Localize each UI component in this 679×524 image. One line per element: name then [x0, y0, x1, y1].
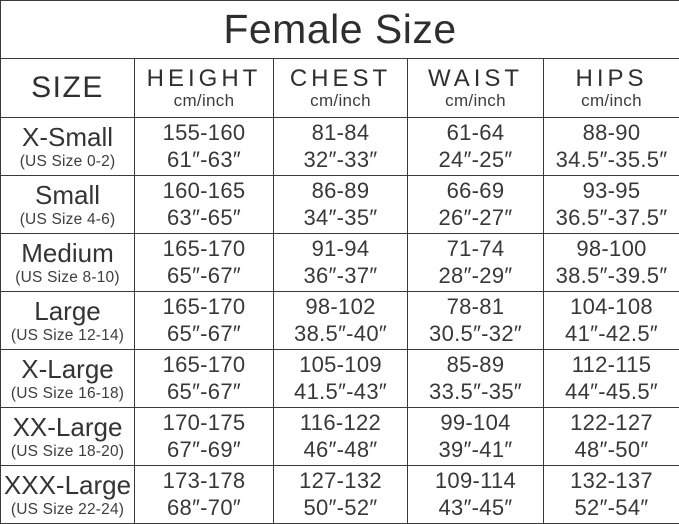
waist-cell [408, 408, 544, 466]
size-name: X-Small [1, 123, 134, 153]
hips-cell [544, 234, 679, 292]
cm-range: 127-132 [274, 468, 407, 495]
inch-range: 34.5″-35.5″ [544, 147, 679, 174]
cm-range: 86-89 [274, 178, 407, 205]
size-name: Small [1, 181, 134, 211]
table-row [1, 292, 679, 350]
us-size-label: (US Size 8-10) [1, 269, 134, 286]
chest-cell [274, 234, 408, 292]
waist-cell [408, 466, 544, 524]
size-name: Large [1, 297, 134, 327]
cm-range: 160-165 [135, 178, 273, 205]
inch-range: 52″-54″ [544, 495, 679, 522]
cm-range: 85-89 [408, 352, 543, 379]
waist-cell [408, 292, 544, 350]
inch-range: 26″-27″ [408, 205, 543, 232]
inch-range: 39″-41″ [408, 437, 543, 464]
height-cell [135, 176, 274, 234]
chest-cell [274, 408, 408, 466]
cm-range: 88-90 [544, 120, 679, 147]
inch-range: 65″-67″ [135, 263, 273, 290]
height-cell [135, 466, 274, 524]
cm-range: 61-64 [408, 120, 543, 147]
cm-range: 105-109 [274, 352, 407, 379]
size-cell [1, 466, 135, 524]
chest-cell [274, 118, 408, 176]
inch-range: 50″-52″ [274, 495, 407, 522]
us-size-label: (US Size 18-20) [1, 443, 134, 460]
inch-range: 33.5″-35″ [408, 379, 543, 406]
waist-cell [408, 234, 544, 292]
cm-range: 109-114 [408, 468, 543, 495]
cm-range: 98-102 [274, 294, 407, 321]
hips-header-unit: cm/inch [544, 92, 679, 111]
cm-range: 165-170 [135, 294, 273, 321]
inch-range: 65″-67″ [135, 321, 273, 348]
cm-range: 99-104 [408, 410, 543, 437]
cm-range: 78-81 [408, 294, 543, 321]
height-cell [135, 350, 274, 408]
us-size-label: (US Size 22-24) [1, 501, 134, 518]
size-cell [1, 118, 135, 176]
chest-cell [274, 292, 408, 350]
cm-range: 81-84 [274, 120, 407, 147]
cm-range: 104-108 [544, 294, 679, 321]
size-header-label: SIZE [1, 71, 134, 105]
inch-range: 38.5″-40″ [274, 321, 407, 348]
us-size-label: (US Size 12-14) [1, 327, 134, 344]
waist-cell [408, 350, 544, 408]
size-name: XX-Large [1, 413, 134, 443]
table-row [1, 408, 679, 466]
inch-range: 68″-70″ [135, 495, 273, 522]
cm-range: 170-175 [135, 410, 273, 437]
inch-range: 48″-50″ [544, 437, 679, 464]
cm-range: 98-100 [544, 236, 679, 263]
inch-range: 30.5″-32″ [408, 321, 543, 348]
chest-header-unit: cm/inch [274, 92, 407, 111]
cm-range: 165-170 [135, 352, 273, 379]
waist-cell [408, 118, 544, 176]
cm-range: 112-115 [544, 352, 679, 379]
column-header-height [135, 59, 274, 118]
height-cell [135, 408, 274, 466]
size-name: XXX-Large [1, 471, 134, 501]
cm-range: 116-122 [274, 410, 407, 437]
cm-range: 66-69 [408, 178, 543, 205]
cm-range: 132-137 [544, 468, 679, 495]
inch-range: 41″-42.5″ [544, 321, 679, 348]
inch-range: 36″-37″ [274, 263, 407, 290]
us-size-label: (US Size 16-18) [1, 385, 134, 402]
column-header-hips [544, 59, 679, 118]
inch-range: 24″-25″ [408, 147, 543, 174]
table-row [1, 234, 679, 292]
waist-header-label: WAIST [408, 65, 543, 93]
title-row [1, 1, 679, 59]
column-header-chest [274, 59, 408, 118]
hips-cell [544, 292, 679, 350]
column-header-size [1, 59, 135, 118]
inch-range: 67″-69″ [135, 437, 273, 464]
chest-header-label: CHEST [274, 65, 407, 93]
size-cell [1, 350, 135, 408]
us-size-label: (US Size 4-6) [1, 211, 134, 228]
column-header-waist [408, 59, 544, 118]
size-name: Medium [1, 239, 134, 269]
inch-range: 38.5″-39.5″ [544, 263, 679, 290]
height-cell [135, 234, 274, 292]
hips-cell [544, 408, 679, 466]
inch-range: 28″-29″ [408, 263, 543, 290]
cm-range: 71-74 [408, 236, 543, 263]
inch-range: 46″-48″ [274, 437, 407, 464]
chest-cell [274, 466, 408, 524]
hips-cell [544, 350, 679, 408]
chart-title-cell [1, 1, 679, 59]
waist-header-unit: cm/inch [408, 92, 543, 111]
cm-range: 91-94 [274, 236, 407, 263]
inch-range: 63″-65″ [135, 205, 273, 232]
size-cell [1, 234, 135, 292]
inch-range: 36.5″-37.5″ [544, 205, 679, 232]
inch-range: 44″-45.5″ [544, 379, 679, 406]
inch-range: 61″-63″ [135, 147, 273, 174]
cm-range: 165-170 [135, 236, 273, 263]
cm-range: 122-127 [544, 410, 679, 437]
table-row [1, 466, 679, 524]
size-cell [1, 292, 135, 350]
hips-cell [544, 118, 679, 176]
hips-cell [544, 176, 679, 234]
cm-range: 93-95 [544, 178, 679, 205]
size-name: X-Large [1, 355, 134, 385]
us-size-label: (US Size 0-2) [1, 153, 134, 170]
cm-range: 155-160 [135, 120, 273, 147]
table-row [1, 176, 679, 234]
chest-cell [274, 350, 408, 408]
inch-range: 41.5″-43″ [274, 379, 407, 406]
hips-header-label: HIPS [544, 65, 679, 93]
size-cell [1, 176, 135, 234]
hips-cell [544, 466, 679, 524]
height-cell [135, 118, 274, 176]
waist-cell [408, 176, 544, 234]
header-row [1, 59, 679, 118]
cm-range: 173-178 [135, 468, 273, 495]
inch-range: 32″-33″ [274, 147, 407, 174]
chest-cell [274, 176, 408, 234]
height-header-label: HEIGHT [135, 65, 273, 93]
size-cell [1, 408, 135, 466]
table-row [1, 118, 679, 176]
inch-range: 65″-67″ [135, 379, 273, 406]
height-cell [135, 292, 274, 350]
inch-range: 43″-45″ [408, 495, 543, 522]
chart-title: Female Size [1, 9, 679, 50]
table-row [1, 350, 679, 408]
height-header-unit: cm/inch [135, 92, 273, 111]
inch-range: 34″-35″ [274, 205, 407, 232]
